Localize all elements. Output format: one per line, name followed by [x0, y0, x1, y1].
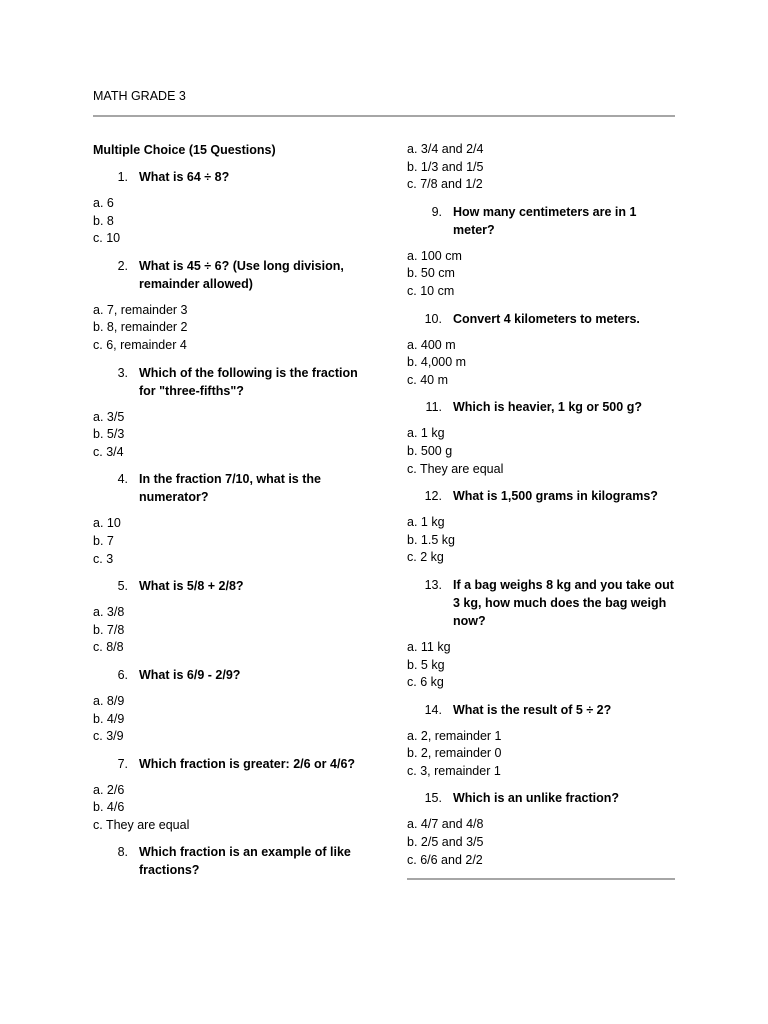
answer-option: a. 2/6 [93, 782, 125, 797]
answer-options [407, 514, 677, 567]
question-text: What is 64 ÷ 8? [139, 170, 230, 184]
question-number: 10. [424, 311, 442, 326]
answer-option: c. 10 cm [407, 283, 455, 298]
answer-options [93, 515, 363, 568]
answer-options [407, 639, 677, 692]
answer-option: c. 3/9 [93, 729, 124, 744]
question-text: Which fraction is an example of like fractions? [139, 845, 351, 878]
question-text: What is 6/9 - 2/9? [139, 667, 241, 682]
answer-option: a. 3/8 [93, 605, 125, 620]
answer-option: b. 4/6 [93, 800, 125, 815]
question-number: 7. [117, 756, 128, 771]
question-1 [93, 168, 363, 186]
answer-option: c. 6/6 and 2/2 [407, 852, 483, 867]
answer-option: c. 2 kg [407, 550, 444, 565]
question-number: 5. [117, 579, 128, 594]
section-title: Multiple Choice (15 Questions) [93, 143, 276, 157]
answer-option: a. 400 m [407, 337, 456, 352]
answer-option: b. 8, remainder 2 [93, 320, 188, 335]
question-number: 9. [431, 204, 442, 219]
answer-option: c. 3/4 [93, 444, 124, 459]
answer-options [93, 604, 363, 657]
answer-option: a. 1 kg [407, 426, 445, 441]
answer-option: a. 2, remainder 1 [407, 728, 502, 743]
answer-option: b. 7 [93, 533, 114, 548]
answer-option: b. 5/3 [93, 427, 125, 442]
question-number: 15. [424, 791, 442, 806]
question-text: If a bag weighs 8 kg and you take out 3 kg, how much does the bag weigh now? [453, 577, 674, 628]
question-number: 1. [117, 170, 128, 184]
question-text: What is 45 ÷ 6? (Use long division, remainder allowed) [139, 258, 344, 291]
question-text: Which of the following is the fraction for "three-fifths"? [139, 365, 358, 398]
answer-options [407, 816, 677, 869]
question-text: What is 1,500 grams in kilograms? [453, 489, 658, 504]
question-11 [407, 398, 677, 416]
answer-option: c. 6, remainder 4 [93, 337, 187, 352]
answer-options [407, 248, 677, 301]
answer-option: b. 2, remainder 0 [407, 746, 502, 761]
right-column [407, 141, 677, 880]
question-6 [93, 666, 363, 684]
answer-option: c. 6 kg [407, 675, 444, 690]
answer-option: c. They are equal [93, 817, 190, 832]
answer-option: b. 2/5 and 3/5 [407, 835, 484, 850]
question-number: 2. [117, 258, 128, 273]
answer-option: a. 3/4 and 2/4 [407, 142, 484, 156]
question-5 [93, 577, 363, 595]
question-text: How many centimeters are in 1 meter? [453, 204, 637, 237]
question-14 [407, 701, 677, 719]
answer-option: a. 1 kg [407, 515, 445, 530]
answer-option: a. 100 cm [407, 248, 462, 263]
question-7 [93, 755, 363, 773]
answer-options [407, 728, 677, 781]
question-10 [407, 310, 677, 328]
question-number: 4. [117, 472, 128, 487]
answer-option: a. 10 [93, 516, 121, 531]
question-number: 13. [424, 577, 442, 592]
answer-option: c. 40 m [407, 372, 448, 387]
question-15 [407, 789, 677, 807]
question-8-options [407, 141, 677, 194]
question-text: Convert 4 kilometers to meters. [453, 311, 640, 326]
column-end-divider [407, 878, 675, 880]
answer-option: a. 6 [93, 196, 114, 210]
answer-option: a. 4/7 and 4/8 [407, 817, 484, 832]
question-number: 12. [424, 489, 442, 504]
question-4 [93, 470, 363, 506]
question-text: Which is heavier, 1 kg or 500 g? [453, 400, 642, 415]
question-2 [93, 257, 363, 293]
question-3 [93, 364, 363, 400]
answer-option: b. 1.5 kg [407, 532, 455, 547]
answer-options [93, 693, 363, 746]
answer-option: c. 3, remainder 1 [407, 763, 501, 778]
question-text: Which is an unlike fraction? [453, 791, 619, 806]
left-column [93, 141, 363, 888]
answer-option: b. 1/3 and 1/5 [407, 159, 484, 174]
answer-option: b. 500 g [407, 443, 453, 458]
question-number: 3. [117, 365, 128, 380]
answer-option: b. 50 cm [407, 266, 455, 281]
answer-option: b. 8 [93, 213, 114, 228]
question-13 [407, 576, 677, 630]
question-text: Which fraction is greater: 2/6 or 4/6? [139, 756, 356, 771]
answer-option: c. 7/8 and 1/2 [407, 177, 483, 192]
answer-option: a. 11 kg [407, 639, 451, 654]
question-9 [407, 203, 677, 239]
question-number: 11. [425, 400, 442, 415]
answer-option: c. 10 [93, 231, 121, 246]
question-12 [407, 487, 677, 505]
answer-options [407, 337, 677, 390]
question-8 [93, 843, 363, 879]
question-number: 14. [424, 702, 442, 717]
question-text: What is the result of 5 ÷ 2? [453, 702, 612, 717]
answer-option: a. 8/9 [93, 693, 125, 708]
question-text: What is 5/8 + 2/8? [139, 579, 244, 594]
answer-option: b. 7/8 [93, 622, 125, 637]
answer-options [93, 195, 363, 248]
answer-option: c. 8/8 [93, 640, 124, 655]
answer-option: b. 4,000 m [407, 355, 467, 370]
answer-option: a. 7, remainder 3 [93, 302, 188, 317]
page-title: MATH GRADE 3 [93, 89, 186, 103]
header-divider [93, 115, 675, 117]
answer-options [93, 782, 363, 835]
question-text: In the fraction 7/10, what is the numerator? [139, 472, 321, 505]
answer-options [407, 425, 677, 478]
answer-option: b. 5 kg [407, 657, 445, 672]
answer-option: c. They are equal [407, 461, 504, 476]
answer-option: a. 3/5 [93, 409, 125, 424]
answer-options [93, 409, 363, 462]
answer-option: b. 4/9 [93, 711, 125, 726]
question-number: 6. [117, 667, 128, 682]
answer-options [93, 302, 363, 355]
question-number: 8. [117, 845, 128, 860]
answer-option: c. 3 [93, 551, 114, 566]
